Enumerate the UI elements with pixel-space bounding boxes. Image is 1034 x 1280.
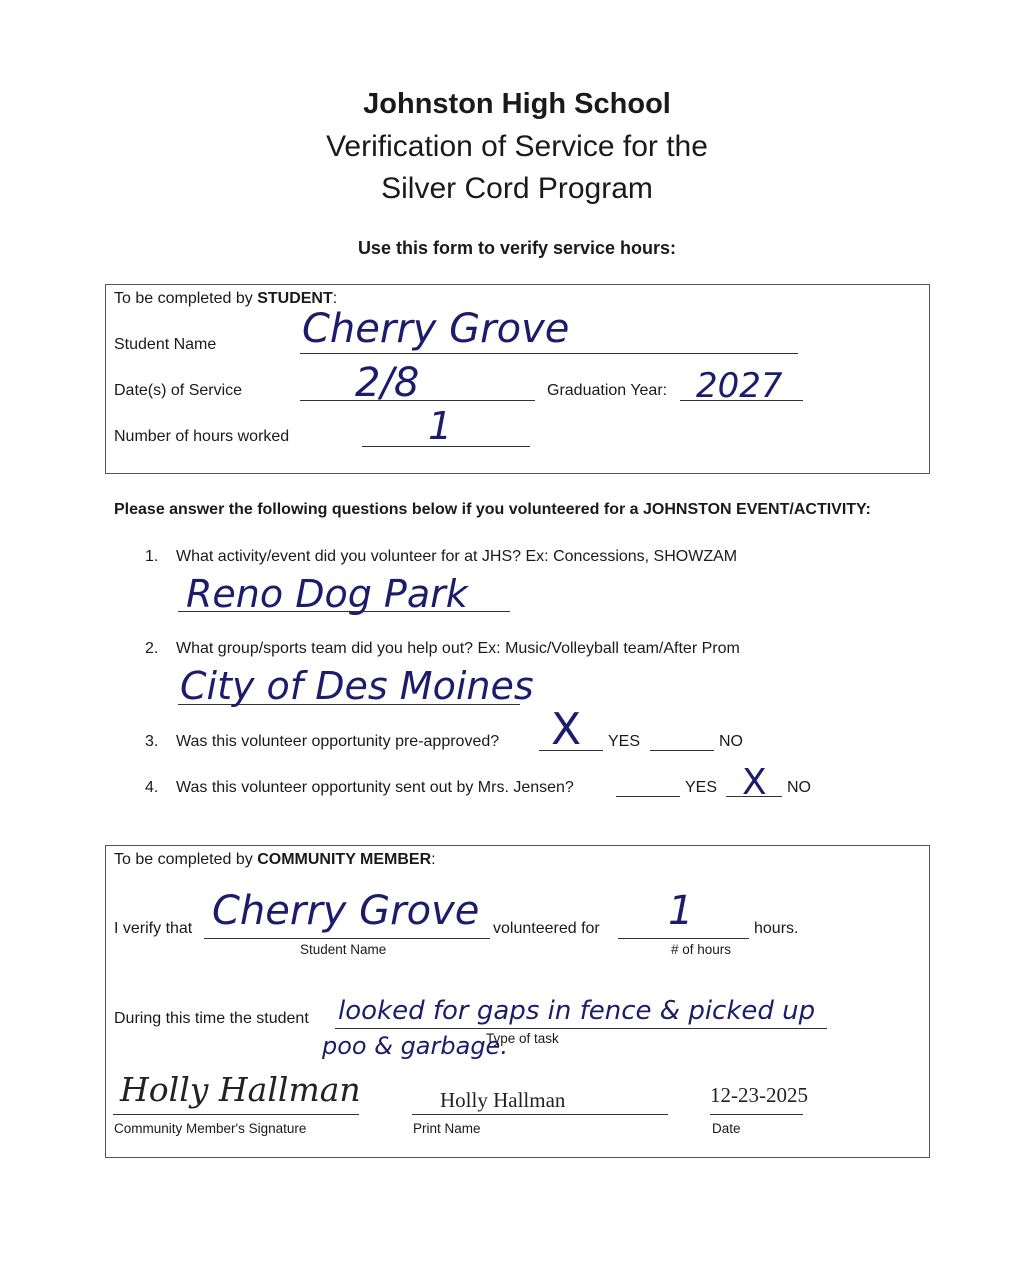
task-caption: Type of task	[486, 1031, 559, 1046]
graduation-year-label: Graduation Year:	[547, 382, 668, 399]
student-name-label: Student Name	[114, 336, 217, 353]
hours-suffix-label: hours.	[754, 920, 799, 937]
signature-line	[113, 1114, 359, 1115]
question-3-number: 3.	[145, 733, 159, 750]
question-3-text: Was this volunteer opportunity pre-approved?	[176, 733, 500, 750]
question-4-yes-line[interactable]	[616, 796, 680, 797]
question-3-no-line[interactable]	[650, 750, 714, 751]
question-4-no-label: NO	[787, 779, 811, 796]
dates-label: Date(s) of Service	[114, 382, 243, 399]
school-name: Johnston High School	[363, 88, 671, 120]
student-name-value[interactable]: Cherry Grove	[302, 306, 570, 352]
form-title-line1: Verification of Service for the	[326, 130, 708, 163]
question-3-no-label: NO	[719, 733, 743, 750]
volunteered-label: volunteered for	[493, 920, 600, 937]
dates-value[interactable]: 2/8	[355, 360, 420, 406]
question-2-text: What group/sports team did you help out? Ex: Music/Volleyball team/After Prom	[176, 640, 740, 657]
date-value[interactable]: 12-23-2025	[710, 1083, 808, 1107]
task-value-line1[interactable]: looked for gaps in fence & picked up	[338, 996, 816, 1026]
date-line	[710, 1114, 803, 1115]
print-name-value[interactable]: Holly Hallman	[440, 1088, 566, 1112]
verify-student-name-line	[204, 938, 490, 939]
verify-hours-line	[618, 938, 749, 939]
verify-hours-value[interactable]: 1	[668, 888, 694, 934]
question-1-text: What activity/event did you volunteer for at JHS? Ex: Concessions, SHOWZAM	[176, 548, 738, 565]
question-4-number: 4.	[145, 779, 159, 796]
signature-caption: Community Member's Signature	[114, 1121, 307, 1136]
question-1-number: 1.	[145, 548, 159, 565]
hours-worked-label: Number of hours worked	[114, 428, 290, 445]
questions-intro: Please answer the following questions below if you volunteered for a JOHNSTON EVENT/ACTIVITY:	[114, 501, 871, 518]
student-section-heading: To be completed by STUDENT:	[114, 290, 338, 307]
question-2-number: 2.	[145, 640, 159, 657]
print-name-caption: Print Name	[413, 1121, 481, 1136]
print-name-line	[412, 1114, 668, 1115]
question-4-no-mark[interactable]: X	[742, 762, 767, 803]
task-line	[335, 1028, 827, 1029]
form-instruction: Use this form to verify service hours:	[357, 238, 677, 258]
verify-student-name-caption: Student Name	[300, 942, 387, 957]
date-caption: Date	[712, 1121, 741, 1136]
verify-student-name-value[interactable]: Cherry Grove	[212, 888, 480, 934]
graduation-year-value[interactable]: 2027	[696, 366, 783, 406]
signature-value[interactable]: Holly Hallman	[120, 1070, 361, 1109]
question-1-answer[interactable]: Reno Dog Park	[186, 572, 468, 616]
question-4-yes-label: YES	[685, 779, 718, 796]
community-section-heading: To be completed by COMMUNITY MEMBER:	[114, 851, 436, 868]
verify-hours-caption: # of hours	[671, 942, 732, 957]
during-label: During this time the student	[114, 1010, 309, 1027]
verify-label: I verify that	[114, 920, 193, 937]
question-4-text: Was this volunteer opportunity sent out by Mrs. Jensen?	[176, 779, 574, 796]
hours-worked-value[interactable]: 1	[428, 404, 453, 448]
question-2-answer[interactable]: City of Des Moines	[180, 664, 534, 708]
question-3-yes-label: YES	[608, 733, 641, 750]
task-value-line2[interactable]: poo & garbage.	[322, 1032, 508, 1060]
student-name-line	[300, 353, 798, 354]
question-3-yes-mark[interactable]: X	[551, 704, 582, 755]
form-title-line2: Silver Cord Program	[381, 172, 653, 205]
